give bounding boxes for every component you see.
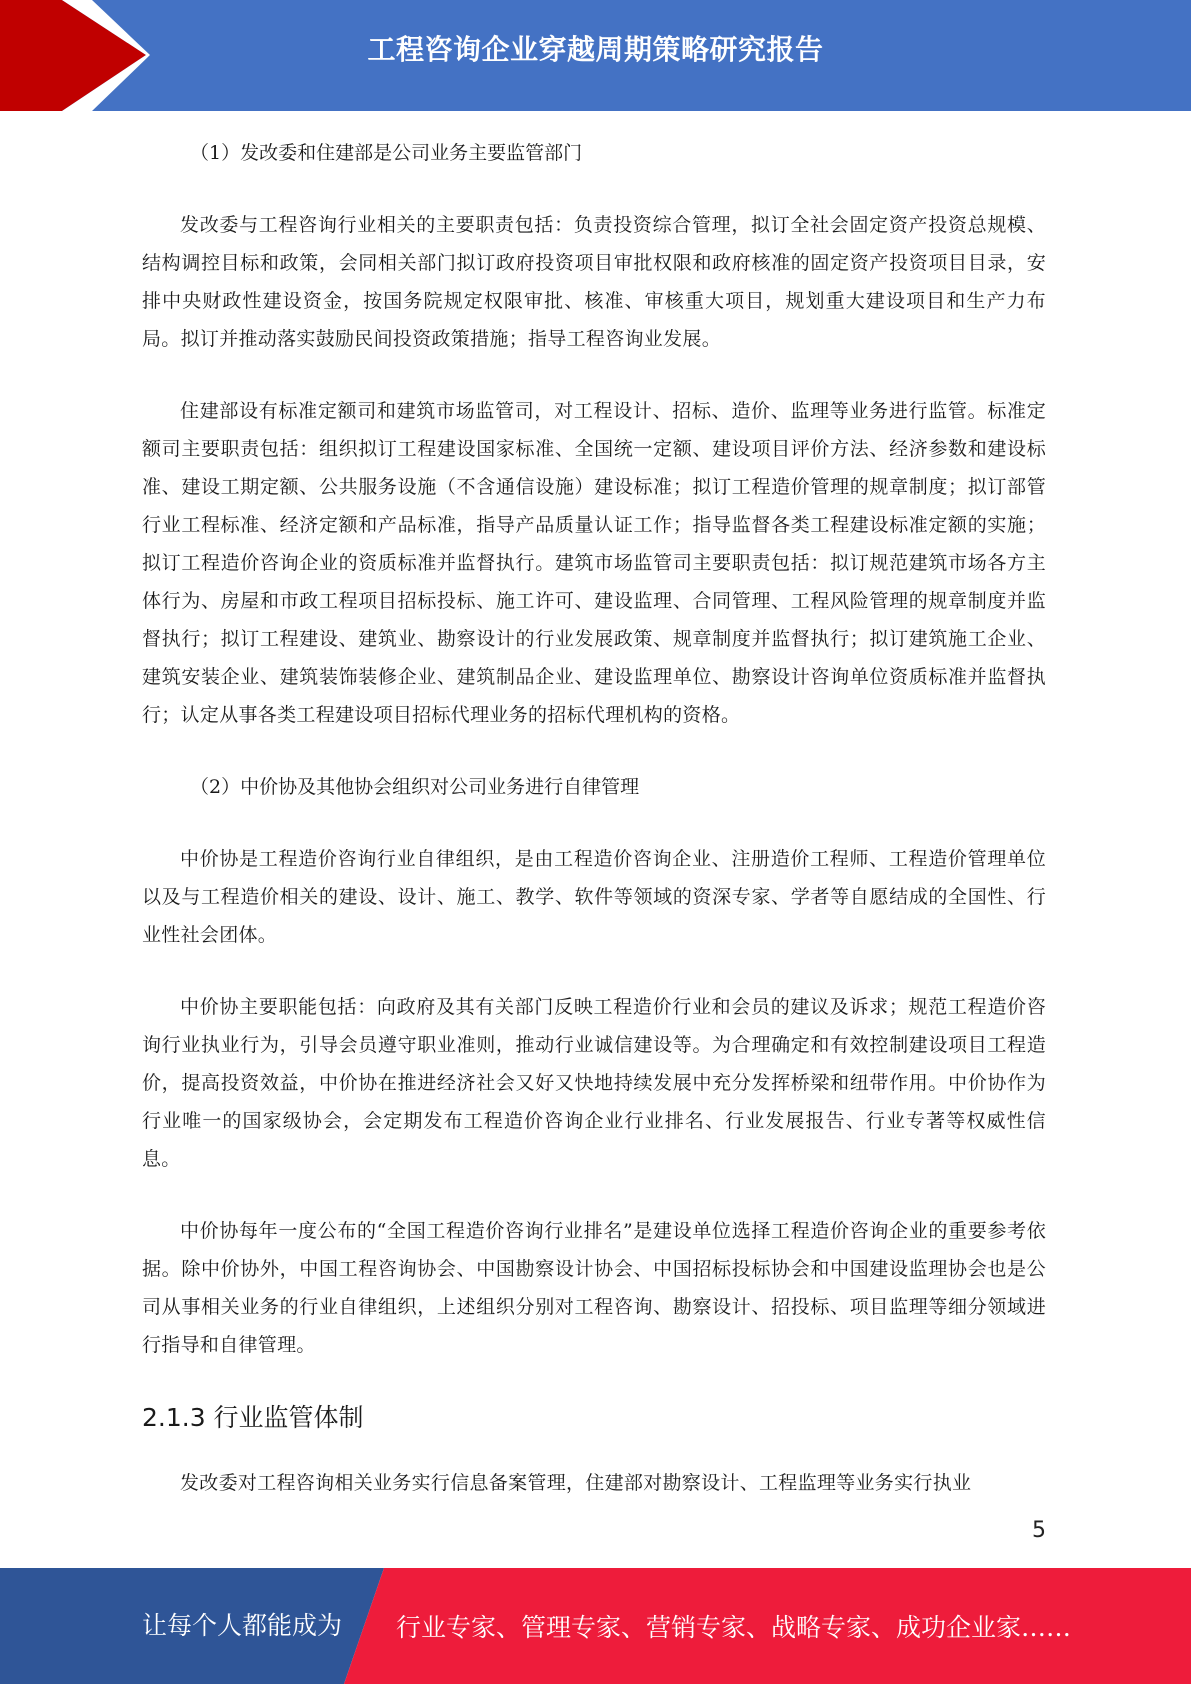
paragraph-5: 中价协每年一度公布的“全国工程造价咨询行业排名”是建设单位选择工程造价咨询企业的重要参考依据。除中价协外，中国工程咨询协会、中国勘察设计协会、中国招标投标协会和中国建设监理协会也是公司从事相关业务的行业自律组织，上述组织分别对工程咨询、勘察设计、招投标、项目监理等细分领域进行指导和自律管理。 bbox=[142, 1220, 1046, 1356]
section-heading: 2.1.3 行业监管体制 bbox=[142, 1403, 364, 1432]
footer-slogan-left: 让每个人都能成为 bbox=[142, 1611, 343, 1640]
paragraph-3: 中价协是工程造价咨询行业自律组织，是由工程造价咨询企业、注册造价工程师、工程造价管理单位以及与工程造价相关的建设、设计、施工、教学、软件等领域的资深专家、学者等自愿结成的全国性、行业性社会团体。 bbox=[142, 848, 1046, 946]
header-title: 工程咨询企业穿越周期策略研究报告 bbox=[367, 33, 824, 66]
document-body bbox=[142, 134, 1046, 1536]
paragraph-6: 发改委对工程咨询相关业务实行信息备案管理，住建部对勘察设计、工程监理等业务实行执业 bbox=[180, 1472, 972, 1494]
page-number: 5 bbox=[1032, 1518, 1046, 1543]
footer-slogan-right: 行业专家、管理专家、营销专家、战略专家、成功企业家…… bbox=[396, 1613, 1072, 1642]
page-footer bbox=[0, 1568, 1191, 1684]
paragraph-1: 发改委与工程咨询行业相关的主要职责包括：负责投资综合管理，拟订全社会固定资产投资总规模、结构调控目标和政策，会同相关部门拟订政府投资项目审批权限和政府核准的固定资产投资项目目录，安排中央财政性建设资金，按国务院规定权限审批、核准、审核重大项目，规划重大建设项目和生产力布局。拟订并推动落实鼓励民间投资政策措施；指导工程咨询业发展。 bbox=[142, 214, 1046, 350]
page-header bbox=[0, 0, 1191, 111]
subheading-1: （1）发改委和住建部是公司业务主要监管部门 bbox=[190, 142, 583, 164]
paragraph-4: 中价协主要职能包括：向政府及其有关部门反映工程造价行业和会员的建议及诉求；规范工程造价咨询行业执业行为，引导会员遵守职业准则，推动行业诚信建设等。为合理确定和有效控制建设项目工程造价，提高投资效益，中价协在推进经济社会又好又快地持续发展中充分发挥桥梁和纽带作用。中价协作为行业唯一的国家级协会，会定期发布工程造价咨询企业行业排名、行业发展报告、行业专著等权威性信息。 bbox=[142, 996, 1046, 1170]
paragraph-2: 住建部设有标准定额司和建筑市场监管司，对工程设计、招标、造价、监理等业务进行监管。标准定额司主要职责包括：组织拟订工程建设国家标准、全国统一定额、建设项目评价方法、经济参数和建设标准、建设工期定额、公共服务设施（不含通信设施）建设标准；拟订工程造价管理的规章制度；拟订部管行业工程标准、经济定额和产品标准，指导产品质量认证工作；指导监督各类工程建设标准定额的实施；拟订工程造价咨询企业的资质标准并监督执行。建筑市场监管司主要职责包括：拟订规范建筑市场各方主体行为、房屋和市政工程项目招标投标、施工许可、建设监理、合同管理、工程风险管理的规章制度并监督执行；拟订工程建设、建筑业、勘察设计的行业发展政策、规章制度并监督执行；拟订建筑施工企业、建筑安装企业、建筑装饰装修企业、建筑制品企业、建设监理单位、勘察设计咨询单位资质标准并监督执行；认定从事各类工程建设项目招标代理业务的招标代理机构的资格。 bbox=[142, 400, 1046, 726]
subheading-2: （2）中价协及其他协会组织对公司业务进行自律管理 bbox=[190, 776, 640, 798]
